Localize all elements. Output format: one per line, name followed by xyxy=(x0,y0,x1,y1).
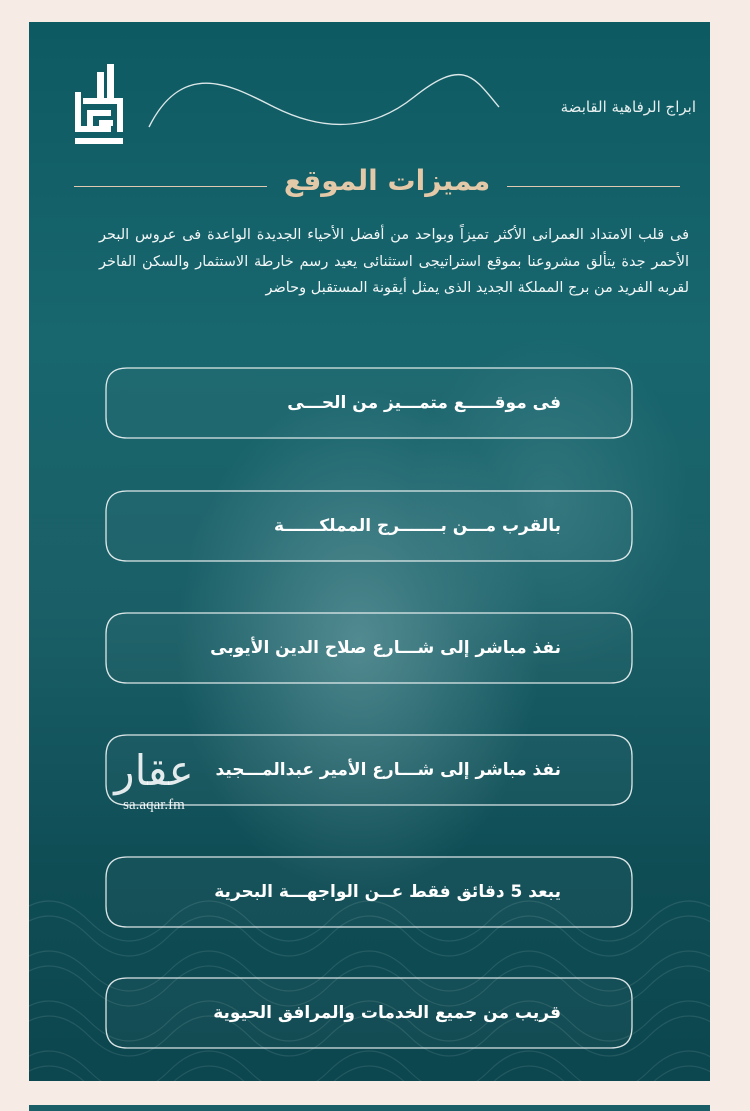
abraj-logo-icon xyxy=(73,62,133,146)
feature-label: فى موقـــــع متمـــيز من الحـــى xyxy=(287,393,561,413)
watermark-text: عقار xyxy=(114,746,194,795)
aqar-watermark xyxy=(94,747,224,827)
title-divider-right xyxy=(507,186,680,187)
feature-label: نفذ مباشر إلى شـــارع صلاح الدين الأيوبى xyxy=(210,638,561,658)
feature-item xyxy=(105,856,633,928)
feature-label: قريب من جميع الخدمات والمرافق الحيوية xyxy=(213,1003,561,1023)
title-divider-left xyxy=(74,186,267,187)
intro-paragraph: فى قلب الامتداد العمرانى الأكثر تميزاً وبواحد من أفضل الأحياء الجديدة الواعدة فى عروس البحر الأحمر جدة يتألق مشروعنا بموقع استراتيجى استثنائى يعيد رسم خارطة الاستثمار والسكن الفاخر لقربه الفريد من برج المملكة الجديد الذى يمثل أيقونة المستقبل وحاضر xyxy=(99,227,689,296)
company-name: ابراج الرفاهية القابضة xyxy=(560,98,696,116)
feature-item xyxy=(105,367,633,439)
section-title: مميزات الموقع xyxy=(283,164,491,197)
location-features-card xyxy=(29,22,710,1081)
watermark-url: sa.aqar.fm xyxy=(123,797,185,813)
feature-item xyxy=(105,612,633,684)
wave-line-decoration xyxy=(144,67,504,137)
feature-item xyxy=(105,490,633,562)
feature-label: نفذ مباشر إلى شـــارع الأمير عبدالمـــجيد xyxy=(215,760,561,780)
feature-label: بالقرب مـــن بـــــــرج المملكــــــة xyxy=(274,516,561,536)
section-title-row xyxy=(29,162,710,206)
feature-item xyxy=(105,977,633,1049)
feature-label: يبعد 5 دقائق فقط عــن الواجهـــة البحرية xyxy=(214,882,561,902)
next-card-edge xyxy=(29,1105,710,1111)
